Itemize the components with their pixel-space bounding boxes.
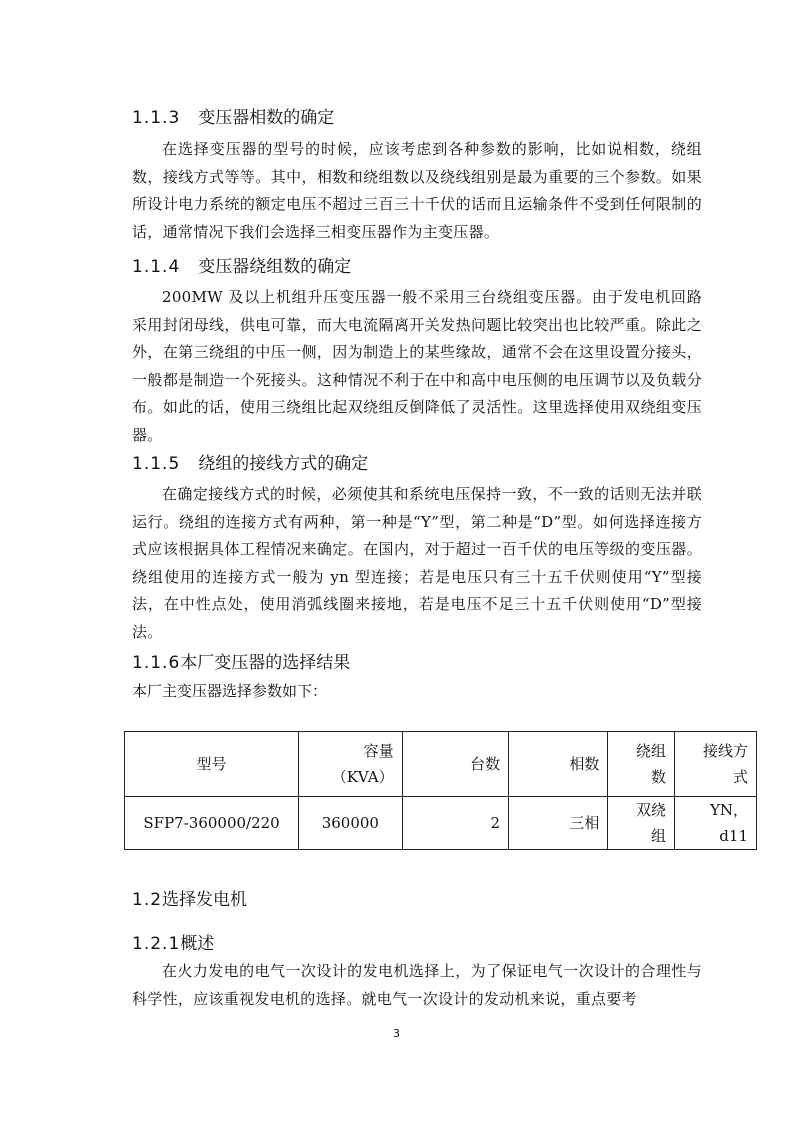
table-cell: 360000 [299,797,402,850]
table-header-row [125,732,757,797]
header-cell: 接线方 式 [675,732,757,797]
transformer-spec-table [124,731,757,850]
paragraph-1-1-5: 在确定接线方式的时候，必须使其和系统电压保持一致，不一致的话则无法并联运行。绕组的连接方式有两种，第一种是“Y”型，第二种是“D”型。如何选择连接方式应该根据具体工程情况来确定。在国内，对于超过一百千伏的电压等级的变压器。绕组使用的连接方式一般为 yn 型连接；若是电压只有三十五千伏则使用“Y”型接法，在中性点处，使用消弧线圈来接地，若是电压不足三十五千伏则使用“D”型接法。 [132,485,702,641]
section-heading-1-1-5: 1.1.5 绕组的接线方式的确定 [132,454,369,474]
section-title: 变压器绕组数的确定 [198,257,352,277]
section-heading-1-2-1: 1.2.1概述 [132,934,215,954]
header-cell: 相数 [509,732,608,797]
header-cell: 容量 （KVA） [299,732,402,797]
section-title: 概述 [180,934,215,954]
section-title: 绕组的接线方式的确定 [198,454,369,474]
section-title: 选择发电机 [162,890,248,910]
section-heading-1-2: 1.2选择发电机 [132,890,248,910]
header-cell: 绕组 数 [608,732,675,797]
paragraph-1-2-1: 在火力发电的电气一次设计的发电机选择上，为了保证电气一次设计的合理性与科学性，应该重视发电机的选择。就电气一次设计的发动机来说，重点要考 [132,962,702,1008]
paragraph-1-1-3: 在选择变压器的型号的时候，应该考虑到各种参数的影响，比如说相数，绕组数，接线方式等等。其中，相数和绕组数以及绕线组别是最为重要的三个参数。如果所设计电力系统的额定电压不超过三百三十千伏的话而且运输条件不受到任何限制的话，通常情况下我们会选择三相变压器作为主变压器。 [132,140,702,241]
table-row [125,797,757,850]
section-title: 本厂变压器的选择结果 [180,653,351,673]
table-cell: SFP7-360000/220 [125,797,299,850]
section-heading-1-1-6: 1.1.6本厂变压器的选择结果 [132,653,351,673]
header-cell: 台数 [402,732,509,797]
table-cell: 2 [402,797,509,850]
table-cell: YN，d11 [675,797,757,850]
paragraph-1-1-4: 200MW 及以上机组升压变压器一般不采用三台绕组变压器。由于发电机回路采用封闭母线，供电可靠，而大电流隔离开关发热问题比较突出也比较严重。除此之外，在第三绕组的中压一侧，因为制造上的某些缘故，通常不会在这里设置分接头，一般都是制造一个死接头。这种情况不利于在中和高中电压侧的电压调节以及负载分布。如此的话，使用三绕组比起双绕组反倒降低了灵活性。这里选择使用双绕组变压器。 [132,288,702,444]
section-heading-1-1-4: 1.1.4 变压器绕组数的确定 [132,257,352,277]
section-title: 变压器相数的确定 [198,108,335,128]
page-number: 3 [393,1027,400,1040]
section-heading-1-1-3: 1.1.3 变压器相数的确定 [132,108,335,128]
table-cell: 双绕 组 [608,797,675,850]
header-cell: 型号 [125,732,299,797]
table-intro: 本厂主变压器选择参数如下： [132,682,328,700]
table-cell: 三相 [509,797,608,850]
